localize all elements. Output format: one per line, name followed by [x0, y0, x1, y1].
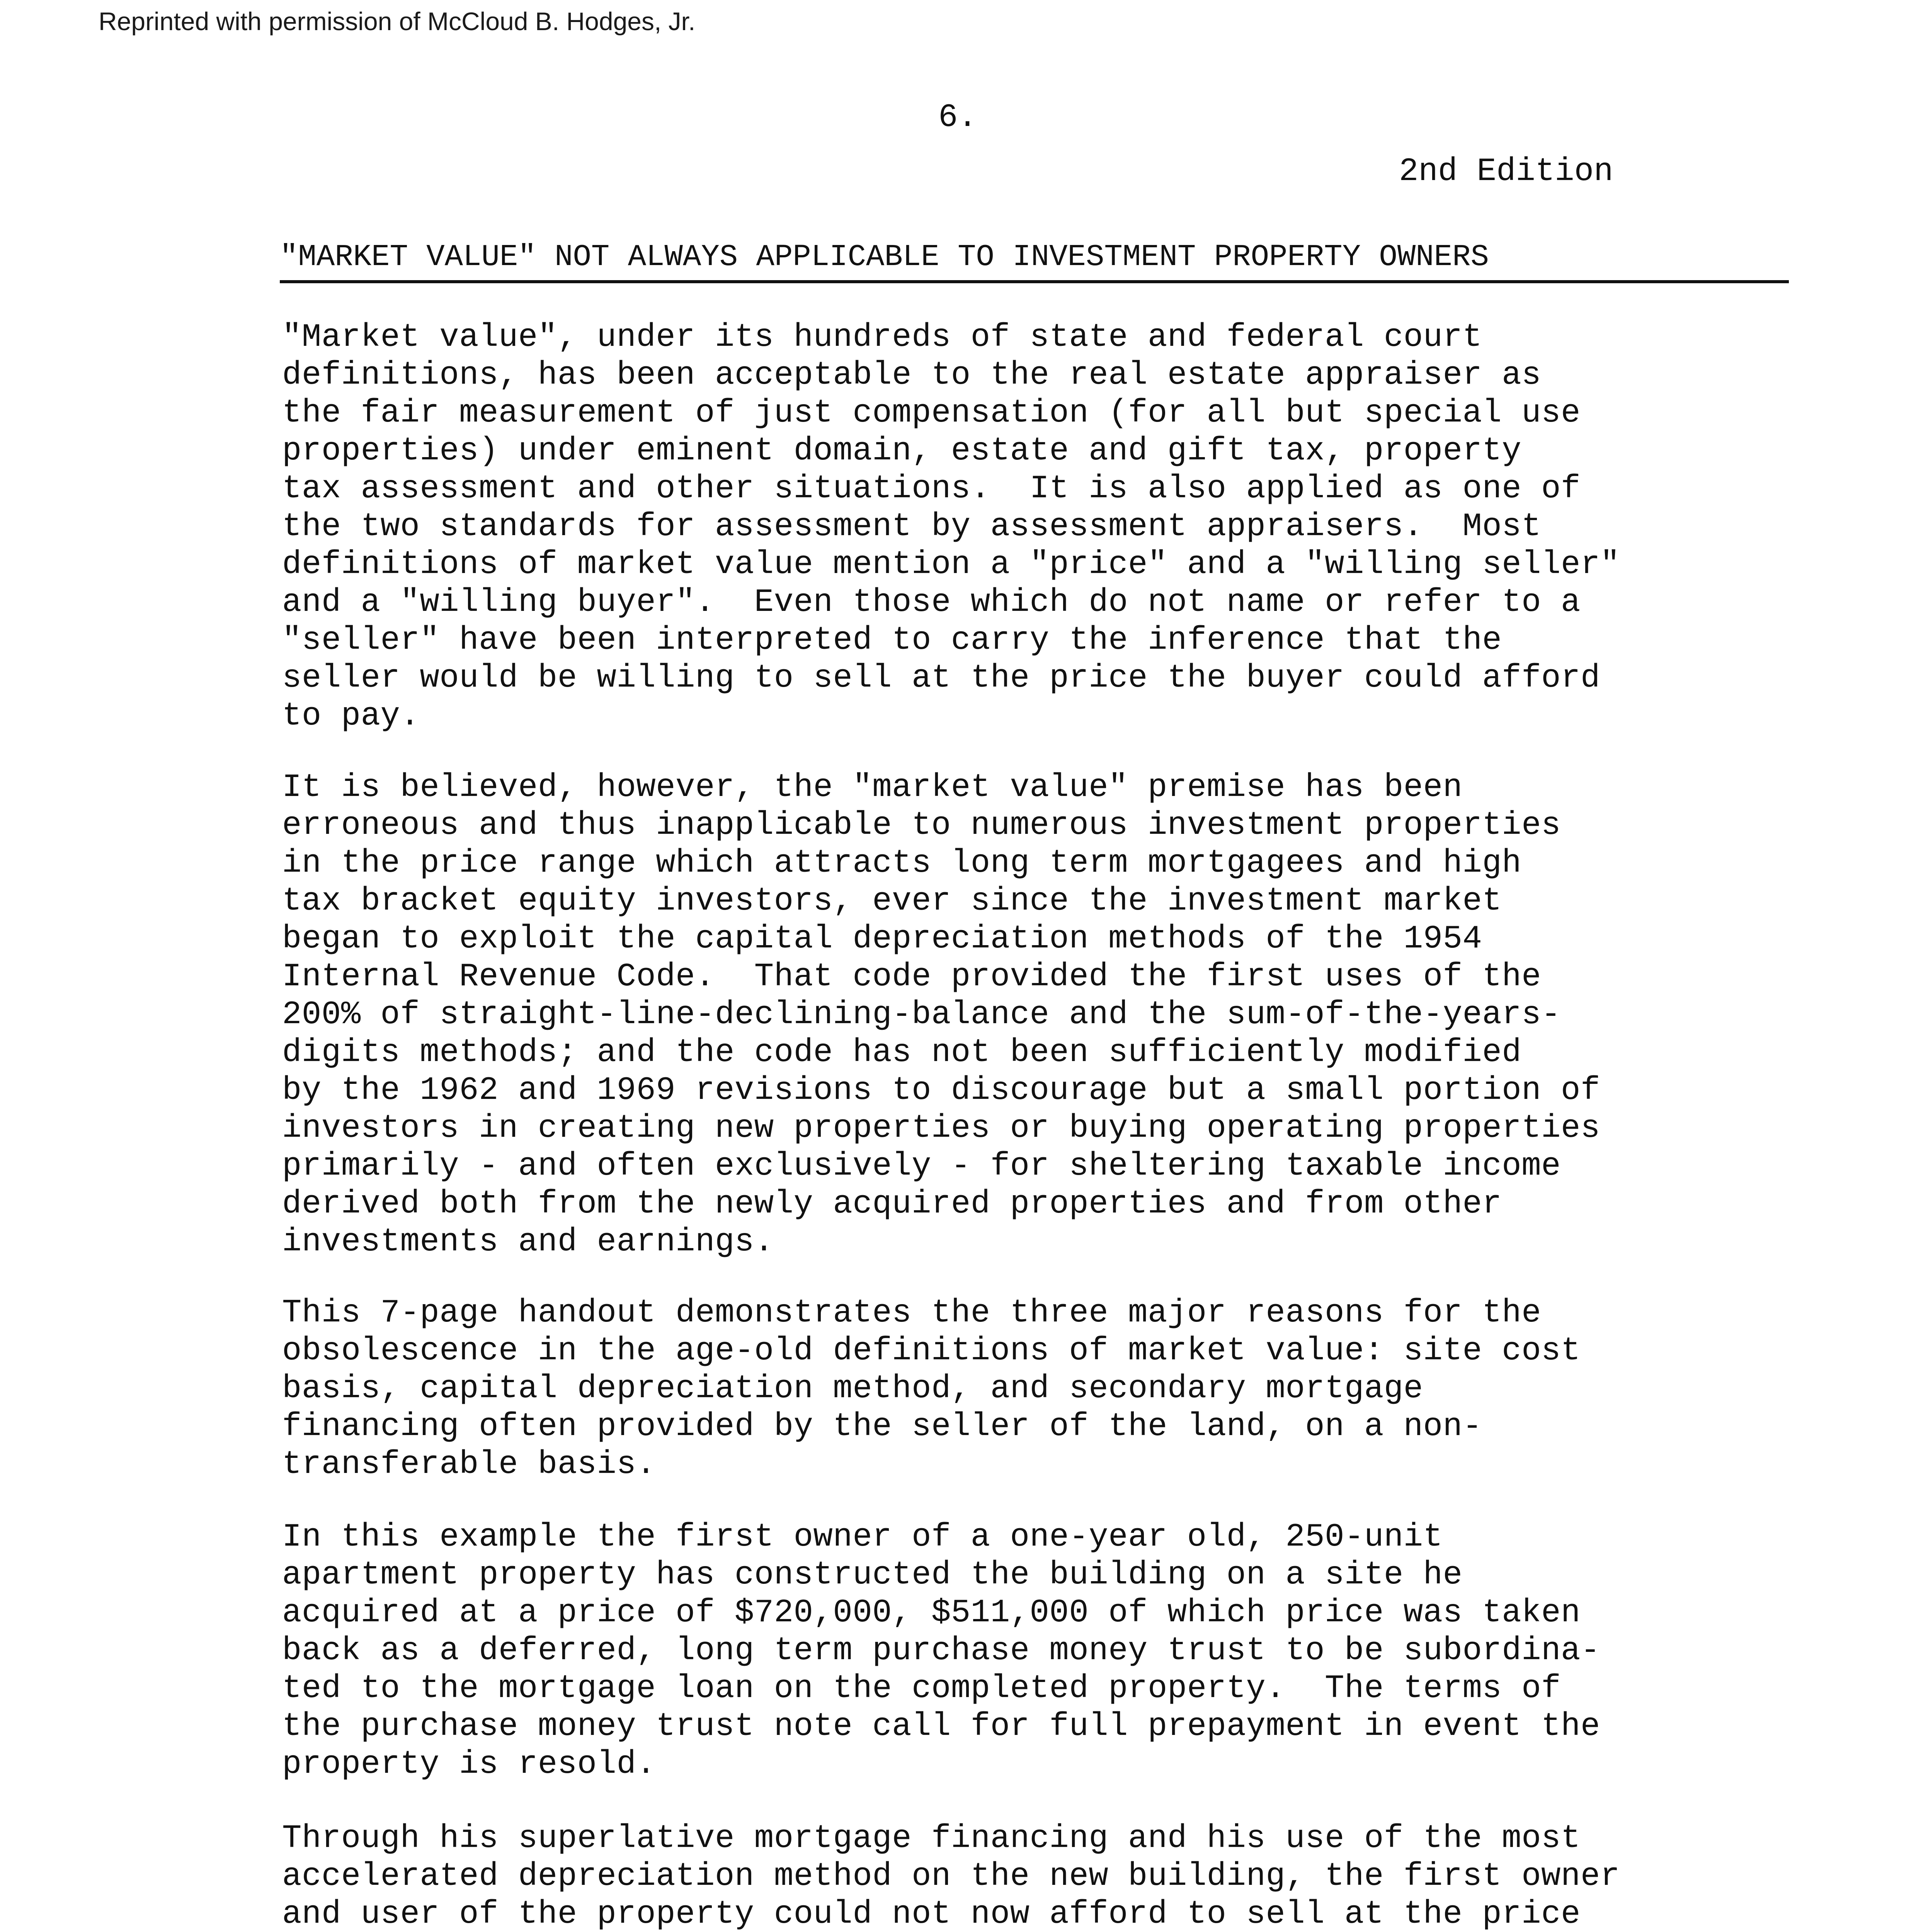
edition-label: 2nd Edition: [1399, 153, 1613, 190]
paragraph-market-value-premise: It is believed, however, the "market value" premise has been erroneous and thus inapplicable to numerous investment properties in the price range which attracts long term mortgagees and high tax bracket equity investors, ever since the investment market began to exploit the capital depreciation methods of the 1954 Internal Revenue Code. That code provided the first uses of the 200% of straight-line-declining-balance and the sum-of-the-years- digits methods; and the code has not been sufficiently modified by the 1962 and 1969 revisions to discourage but a small portion of investors in creating new properties or buying operating properties primarily - and often exclusively - for sheltering taxable income derived both from the newly acquired properties and from other investments and earnings.: [282, 769, 1600, 1260]
paragraph-first-owner-reasons: Through his superlative mortgage financing and his use of the most accelerated depreciation method on the new building, the first owner and user of the property could not now afford to sell at the price: [282, 1820, 1620, 1932]
title-underline: [280, 280, 1789, 283]
document-title: "MARKET VALUE" NOT ALWAYS APPLICABLE TO INVESTMENT PROPERTY OWNERS: [280, 240, 1489, 274]
page-number: 6.: [938, 99, 977, 136]
paragraph-handout-overview: This 7-page handout demonstrates the three major reasons for the obsolescence in the age-old definitions of market value: site cost basis, capital depreciation method, and secondary mortgage financing often provided by the seller of the land, on a non- transferable basis.: [282, 1295, 1581, 1483]
paragraph-market-value-definitions: "Market value", under its hundreds of state and federal court definitions, has been acceptable to the real estate appraiser as the fair measurement of just compensation (for all but special use properties) under eminent domain, estate and gift tax, property tax assessment and other situations. It is also applied as one of the two standards for assessment by assessment appraisers. Most definitions of market value mention a "price" and a "willing seller" and a "willing buyer". Even those which do not name or refer to a "seller" have been interpreted to carry the inference that the seller would be willing to sell at the price the buyer could afford to pay.: [282, 319, 1620, 735]
paragraph-example-setup: In this example the first owner of a one-year old, 250-unit apartment property has constructed the building on a site he acquired at a price of $720,000, $511,000 of which price was taken back as a deferred, long term purchase money trust to be subordina- ted to the mortgage loan on the completed property. The terms of the purchase money trust note call for full prepayment in event the property is resold.: [282, 1519, 1600, 1783]
reprint-notice: Reprinted with permission of McCloud B. Hodges, Jr.: [99, 7, 696, 36]
